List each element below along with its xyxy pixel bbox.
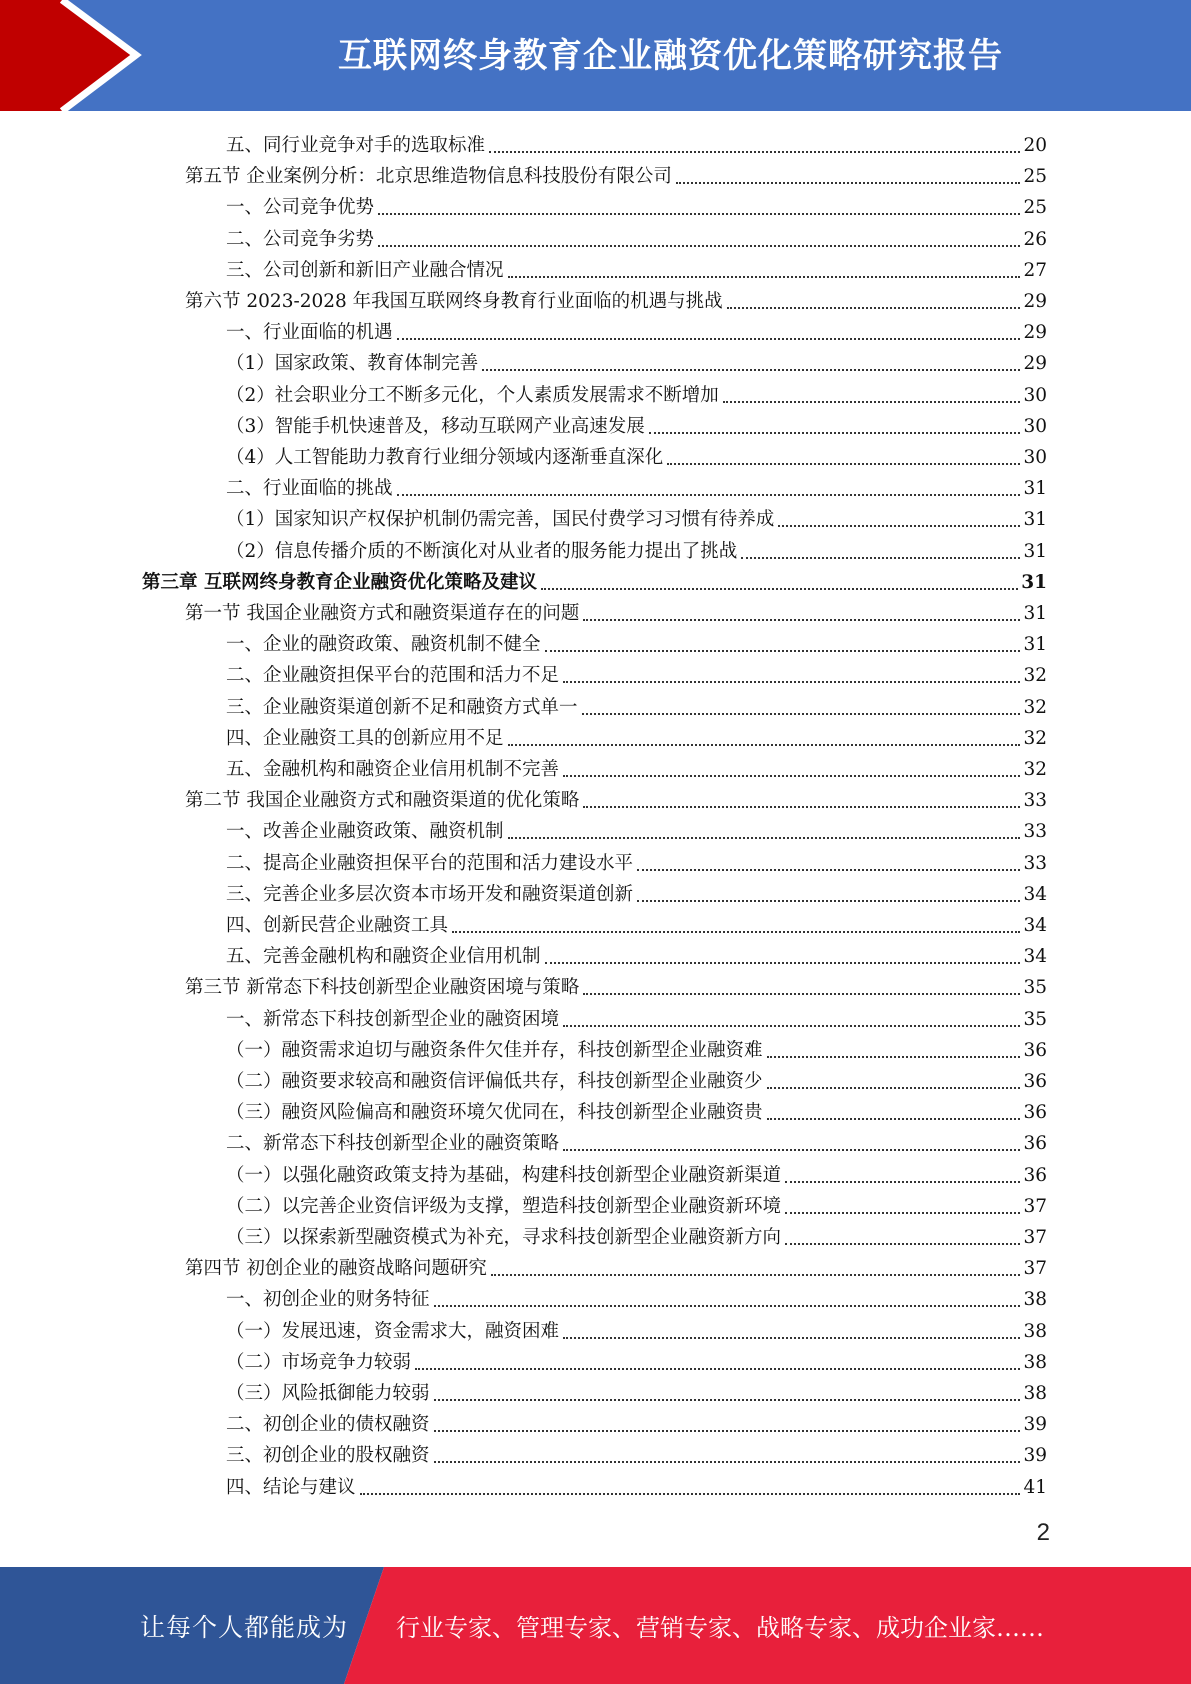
toc-leader-dots: [767, 1086, 1021, 1089]
toc-page-number: 34: [1023, 883, 1047, 905]
toc-leader-dots: [583, 618, 1020, 621]
toc-item[interactable]: [226, 1188, 1047, 1219]
toc-page-number: 35: [1023, 1008, 1047, 1030]
toc-leader-dots: [723, 400, 1021, 403]
toc-entry-title: （二）融资要求较高和融资信评偏低共存，科技创新型企业融资少: [226, 1071, 763, 1092]
toc-item[interactable]: [226, 408, 1047, 439]
toc-page-number: 30: [1023, 447, 1047, 468]
toc-leader-dots: [508, 836, 1021, 839]
toc-entry-title: 第六节 2023-2028 年我国互联网终身教育行业面临的机遇与挑战: [185, 291, 723, 312]
toc-page-number: 34: [1023, 946, 1047, 968]
toc-leader-dots: [563, 1336, 1020, 1339]
toc-page-number: 36: [1023, 1102, 1047, 1124]
arrow-chevron-icon: [0, 0, 160, 111]
toc-leader-dots: [637, 899, 1020, 902]
toc-entry-title: 二、行业面临的挑战: [226, 478, 393, 500]
toc-item[interactable]: [226, 626, 1047, 657]
toc-item[interactable]: [226, 1344, 1047, 1375]
toc-entry-title: （二）市场竞争力较弱: [226, 1351, 412, 1373]
toc-item[interactable]: [226, 845, 1047, 876]
toc-leader-dots: [434, 1304, 1021, 1307]
toc-page-number: 32: [1023, 759, 1047, 780]
toc-entry-title: （三）风险抵御能力较弱: [226, 1383, 430, 1404]
toc-entry-title: （3）智能手机快速普及，移动互联网产业高速发展: [226, 415, 645, 437]
toc-entry-title: （一）发展迅速，资金需求大，融资困难: [226, 1320, 560, 1342]
toc-section[interactable]: [185, 283, 1047, 314]
toc-entry-title: 二、提高企业融资担保平台的范围和活力建设水平: [226, 852, 634, 874]
toc-page-number: 32: [1023, 696, 1047, 718]
toc-item[interactable]: [226, 1375, 1047, 1406]
toc-page-number: 33: [1023, 790, 1047, 812]
toc-section[interactable]: [185, 969, 1047, 1000]
toc-entry-title: 三、企业融资渠道创新不足和融资方式单一: [226, 696, 578, 718]
toc-page-number: 20: [1023, 135, 1047, 156]
toc-page-number: 39: [1023, 1445, 1047, 1467]
toc-entry-title: 三、初创企业的股权融资: [226, 1445, 430, 1467]
toc-item[interactable]: [226, 720, 1047, 751]
toc-leader-dots: [545, 649, 1021, 652]
toc-leader-dots: [676, 181, 1021, 184]
toc-entry-title: 一、改善企业融资政策、融资机制: [226, 821, 504, 843]
toc-entry-title: 二、新常态下科技创新型企业的融资策略: [226, 1133, 560, 1155]
toc-item[interactable]: [226, 314, 1047, 345]
toc-item[interactable]: [226, 1125, 1047, 1156]
toc-page-number: 31: [1023, 478, 1047, 500]
report-title: 互联网终身教育企业融资优化策略研究报告: [338, 35, 1003, 76]
footer-banner: [0, 1567, 1191, 1684]
toc-entry-title: （一）融资需求迫切与融资条件欠佳并存，科技创新型企业融资难: [226, 1039, 763, 1061]
toc-page-number: 31: [1023, 603, 1047, 624]
toc-entry-title: 第三节 新常态下科技创新型企业融资困境与策略: [185, 977, 580, 999]
toc-page-number: 36: [1023, 1133, 1047, 1155]
toc-entry-title: （2）信息传播介质的不断演化对从业者的服务能力提出了挑战: [226, 540, 738, 562]
toc-page-number: 38: [1023, 1383, 1047, 1404]
toc-item[interactable]: [226, 533, 1047, 564]
toc-page-number: 36: [1023, 1071, 1047, 1092]
toc-leader-dots: [583, 805, 1020, 808]
toc-leader-dots: [482, 368, 1020, 371]
toc-page-number: 31: [1023, 509, 1047, 531]
toc-page-number: 32: [1023, 727, 1047, 749]
toc-item[interactable]: [226, 501, 1047, 532]
toc-leader-dots: [778, 524, 1020, 527]
toc-page-number: 31: [1023, 540, 1047, 562]
toc-page-number: 32: [1023, 665, 1047, 687]
toc-section[interactable]: [185, 1250, 1047, 1281]
toc-section[interactable]: [185, 595, 1047, 626]
toc-entry-title: （二）以完善企业资信评级为支撑，塑造科技创新型企业融资新环境: [226, 1195, 782, 1217]
toc-item[interactable]: [226, 813, 1047, 844]
toc-page-number: 38: [1023, 1320, 1047, 1342]
toc-leader-dots: [434, 1398, 1021, 1401]
toc-item[interactable]: [226, 1406, 1047, 1437]
toc-page-number: 37: [1023, 1258, 1047, 1280]
toc-item[interactable]: [226, 345, 1047, 376]
toc-page-number: 41: [1023, 1476, 1047, 1498]
toc-leader-dots: [667, 462, 1020, 465]
toc-section[interactable]: [185, 782, 1047, 813]
toc-leader-dots: [545, 961, 1021, 964]
toc-leader-dots: [637, 868, 1020, 871]
toc-leader-dots: [583, 992, 1020, 995]
toc-page-number: 29: [1023, 353, 1047, 375]
toc-item[interactable]: [226, 1437, 1047, 1468]
toc-leader-dots: [489, 150, 1020, 153]
toc-page-number: 36: [1023, 1164, 1047, 1186]
toc-page-number: 34: [1023, 915, 1047, 936]
toc-entry-title: 第一节 我国企业融资方式和融资渠道存在的问题: [185, 603, 580, 624]
toc-leader-dots: [767, 1055, 1021, 1058]
toc-entry-title: （2）社会职业分工不断多元化，个人素质发展需求不断增加: [226, 384, 719, 406]
toc-item[interactable]: [226, 1157, 1047, 1188]
toc-leader-dots: [415, 1367, 1020, 1370]
toc-item[interactable]: [226, 1001, 1047, 1032]
toc-entry-title: （1）国家知识产权保护机制仍需完善，国民付费学习习惯有待养成: [226, 509, 775, 531]
toc-leader-dots: [452, 930, 1020, 933]
toc-leader-dots: [378, 244, 1020, 247]
toc-leader-dots: [785, 1211, 1020, 1214]
page-number: 2: [1036, 1519, 1050, 1546]
toc-item[interactable]: [226, 377, 1047, 408]
toc-item[interactable]: [226, 1469, 1047, 1500]
toc-item[interactable]: [226, 252, 1047, 283]
toc-page-number: 33: [1023, 852, 1047, 874]
toc-page-number: 35: [1023, 977, 1047, 999]
toc-leader-dots: [434, 1460, 1021, 1463]
toc-entry-title: （三）以探索新型融资模式为补充，寻求科技创新型企业融资新方向: [226, 1227, 782, 1248]
toc-entry-title: （4）人工智能助力教育行业细分领域内逐渐垂直深化: [226, 447, 664, 468]
toc-entry-title: （1）国家政策、教育体制完善: [226, 353, 479, 375]
toc-leader-dots: [582, 712, 1021, 715]
toc-entry-title: 二、企业融资担保平台的范围和活力不足: [226, 665, 560, 687]
toc-entry-title: 五、完善金融机构和融资企业信用机制: [226, 946, 541, 968]
toc-item[interactable]: [226, 439, 1047, 470]
toc-leader-dots: [727, 306, 1021, 309]
toc-entry-title: 三、公司创新和新旧产业融合情况: [226, 259, 504, 281]
toc-page-number: 31: [1023, 634, 1047, 656]
toc-page-number: 36: [1023, 1039, 1047, 1061]
toc-leader-dots: [360, 1492, 1021, 1495]
toc-item[interactable]: [226, 127, 1047, 158]
toc-item[interactable]: [226, 689, 1047, 720]
toc-chapter[interactable]: [142, 564, 1047, 595]
toc-leader-dots: [378, 212, 1020, 215]
toc-entry-title: 一、企业的融资政策、融资机制不健全: [226, 634, 541, 656]
toc-leader-dots: [563, 680, 1020, 683]
toc-entry-title: 一、公司竞争优势: [226, 197, 375, 219]
toc-item[interactable]: [226, 876, 1047, 907]
toc-item[interactable]: [226, 1063, 1047, 1094]
toc-page-number: 30: [1023, 384, 1047, 406]
toc-leader-dots: [767, 1117, 1021, 1120]
toc-entry-title: 四、企业融资工具的创新应用不足: [226, 727, 504, 749]
toc-entry-title: 五、金融机构和融资企业信用机制不完善: [226, 759, 560, 780]
toc-entry-title: （三）融资风险偏高和融资环境欠优同在，科技创新型企业融资贵: [226, 1102, 763, 1124]
toc-page-number: 25: [1023, 166, 1047, 188]
toc-entry-title: 三、完善企业多层次资本市场开发和融资渠道创新: [226, 883, 634, 905]
toc-item[interactable]: [226, 189, 1047, 220]
toc-page-number: 37: [1023, 1227, 1047, 1248]
toc-entry-title: 第五节 企业案例分析：北京思维造物信息科技股份有限公司: [185, 166, 672, 188]
toc-leader-dots: [397, 493, 1021, 496]
toc-entry-title: 一、初创企业的财务特征: [226, 1289, 430, 1311]
toc-entry-title: 四、创新民营企业融资工具: [226, 915, 449, 936]
toc-leader-dots: [508, 743, 1021, 746]
footer-slogan-right: 行业专家、管理专家、营销专家、战略专家、成功企业家……: [396, 1614, 1044, 1642]
report-header: [0, 0, 1191, 111]
toc-leader-dots: [491, 1273, 1021, 1276]
toc-item[interactable]: [226, 1219, 1047, 1250]
toc-leader-dots: [741, 556, 1020, 559]
toc-leader-dots: [541, 587, 1018, 590]
toc-leader-dots: [649, 431, 1021, 434]
toc-item[interactable]: [226, 1094, 1047, 1125]
toc-leader-dots: [563, 1148, 1020, 1151]
toc-page-number: 31: [1021, 571, 1047, 593]
toc-page-number: 38: [1023, 1289, 1047, 1311]
footer-slogan-left: 让每个人都能成为: [140, 1612, 349, 1642]
toc-leader-dots: [397, 337, 1021, 340]
toc-page-number: 39: [1023, 1414, 1047, 1436]
toc-section[interactable]: [185, 158, 1047, 189]
toc-page-number: 33: [1023, 821, 1047, 843]
toc-entry-title: 一、新常态下科技创新型企业的融资困境: [226, 1008, 560, 1030]
toc-item[interactable]: [226, 1032, 1047, 1063]
toc-page-number: 27: [1023, 259, 1047, 281]
toc-item[interactable]: [226, 1281, 1047, 1312]
toc-page-number: 25: [1023, 197, 1047, 219]
toc-page-number: 30: [1023, 415, 1047, 437]
toc-item[interactable]: [226, 907, 1047, 938]
toc-leader-dots: [508, 275, 1021, 278]
toc-page-number: 29: [1023, 322, 1047, 344]
toc-item[interactable]: [226, 751, 1047, 782]
toc-entry-title: 第四节 初创企业的融资战略问题研究: [185, 1258, 487, 1280]
toc-leader-dots: [785, 1180, 1020, 1183]
toc-item[interactable]: [226, 470, 1047, 501]
toc-entry-title: 二、公司竞争劣势: [226, 228, 375, 250]
toc-item[interactable]: [226, 221, 1047, 252]
toc-item[interactable]: [226, 1313, 1047, 1344]
toc-entry-title: 一、行业面临的机遇: [226, 322, 393, 344]
toc-page-number: 38: [1023, 1351, 1047, 1373]
toc-leader-dots: [563, 1024, 1020, 1027]
toc-leader-dots: [785, 1242, 1020, 1245]
toc-entry-title: 四、结论与建议: [226, 1476, 356, 1498]
toc-entry-title: 第二节 我国企业融资方式和融资渠道的优化策略: [185, 790, 580, 812]
toc-leader-dots: [563, 774, 1020, 777]
toc-page-number: 37: [1023, 1195, 1047, 1217]
toc-entry-title: （一）以强化融资政策支持为基础，构建科技创新型企业融资新渠道: [226, 1164, 782, 1186]
toc-item[interactable]: [226, 938, 1047, 969]
toc-leader-dots: [434, 1429, 1021, 1432]
toc-item[interactable]: [226, 657, 1047, 688]
toc-page-number: 26: [1023, 228, 1047, 250]
toc-entry-title: 二、初创企业的债权融资: [226, 1414, 430, 1436]
toc-page-number: 29: [1023, 291, 1047, 312]
toc-entry-title: 第三章 互联网终身教育企业融资优化策略及建议: [142, 571, 537, 593]
toc-entry-title: 五、同行业竞争对手的选取标准: [226, 135, 486, 156]
